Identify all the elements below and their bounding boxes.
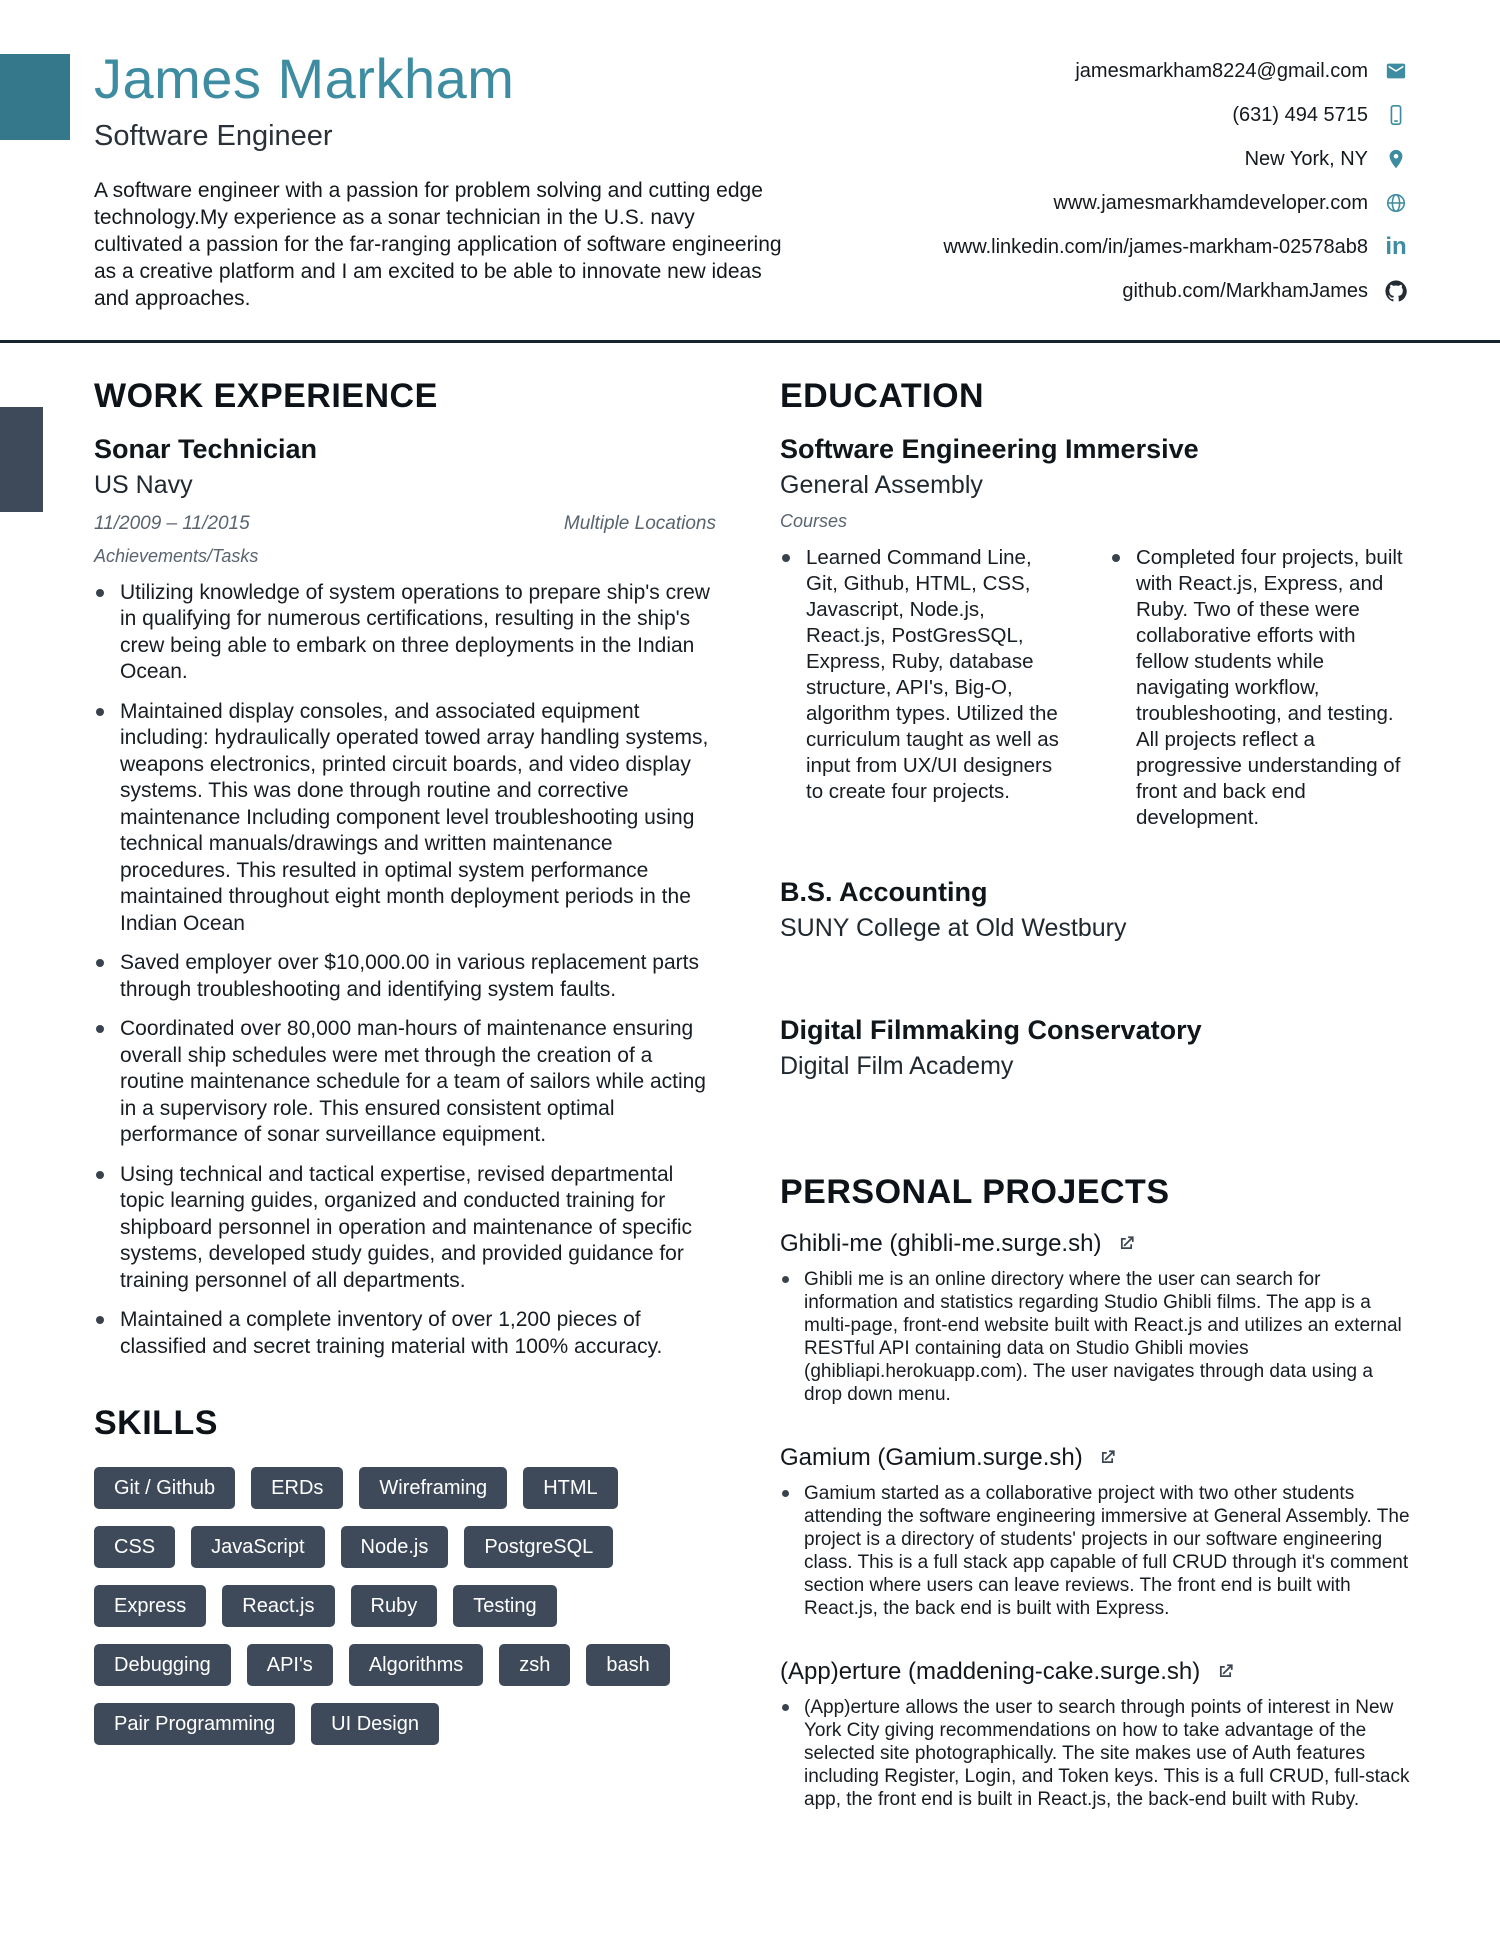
project-item: [780, 1444, 1410, 1620]
project-description-list: [780, 1696, 1410, 1811]
degree-title: Software Engineering Immersive: [780, 433, 1199, 464]
skills-row: [94, 1703, 716, 1745]
job-location: Multiple Locations: [563, 512, 716, 534]
work-experience-heading: WORK EXPERIENCE: [94, 376, 438, 415]
skill-pill: bash: [586, 1644, 669, 1686]
skill-pill: UI Design: [311, 1703, 439, 1745]
website-icon: [1382, 192, 1410, 214]
skill-pill: Pair Programming: [94, 1703, 295, 1745]
degree-title: Digital Filmmaking Conservatory: [780, 1014, 1202, 1045]
contact-email[interactable]: [943, 56, 1410, 86]
linkedin-icon: in: [1385, 233, 1407, 260]
project-description: (App)erture allows the user to search through points of interest in New York City giving recommendations on how to take advantage of the selected site photographically. The site makes use of Auth features including Register, Login, and Token keys. This is a full CRUD, full-stack app, the front end is built in React.js, the back-end built with Ruby.: [804, 1696, 1410, 1810]
header-identity: [94, 48, 794, 312]
project-link[interactable]: [780, 1658, 1410, 1686]
work-bullet: Maintained display consoles, and associated equipment including: hydraulically operated towed array handling systems, weapons electronics, printed circuit boards, and video display systems. This was done through routine and corrective maintenance Including component level troubleshooting using technical manuals/drawings and written maintenance procedures. This resulted in optimal system performance maintained throughout eight month deployment periods in the Indian Ocean: [120, 699, 716, 938]
skills-pill-grid: [94, 1467, 716, 1745]
external-link-icon: [1211, 1662, 1239, 1681]
left-column: [94, 377, 716, 1849]
contact-github[interactable]: [943, 276, 1410, 306]
work-entry: [94, 434, 716, 1361]
project-item: [780, 1230, 1410, 1406]
right-column: [780, 377, 1410, 1849]
project-description: Ghibli me is an online directory where the user can search for information and statistics regarding Studio Ghibli films. The app is a multi-page, front-end website built with React.js and utilizes an external RESTful API containing data on Studio Ghibli movies (ghibliapi.herokuapp.com). The user navigates through data using a drop down menu.: [804, 1268, 1410, 1406]
contact-website-text: www.jamesmarkhamdeveloper.com: [1053, 191, 1368, 214]
skill-pill: Algorithms: [349, 1644, 483, 1686]
company-name: US Navy: [94, 470, 193, 499]
left-accent-bar: [0, 407, 43, 512]
skill-pill: Git / Github: [94, 1467, 235, 1509]
skill-pill: CSS: [94, 1526, 175, 1568]
courses-bullet-list: [780, 545, 1065, 805]
project-title: Gamium (Gamium.surge.sh): [780, 1443, 1083, 1471]
external-link-icon: [1112, 1234, 1140, 1253]
education-entry-2: [780, 877, 1410, 943]
skill-pill: Testing: [453, 1585, 556, 1627]
external-link-icon: [1094, 1448, 1122, 1467]
contact-list: [943, 56, 1410, 312]
courses-column-1: [780, 545, 1065, 831]
work-bullet: Saved employer over $10,000.00 in various replacement parts through troubleshooting and identifying system faults.: [120, 950, 716, 1003]
school-name: SUNY College at Old Westbury: [780, 913, 1127, 942]
project-title: (App)erture (maddening-cake.surge.sh): [780, 1657, 1201, 1685]
job-meta-row: [94, 513, 716, 535]
skill-pill: zsh: [499, 1644, 570, 1686]
main-content: [0, 343, 1500, 1849]
email-icon: [1382, 60, 1410, 82]
skills-row: [94, 1585, 716, 1627]
contact-github-text: github.com/MarkhamJames: [1122, 279, 1368, 302]
person-name: James Markham: [94, 47, 515, 110]
courses-columns: [780, 545, 1410, 831]
contact-phone[interactable]: [943, 100, 1410, 130]
course-bullet: Completed four projects, built with React.js, Express, and Ruby. Two of these were collaborative efforts with fellow students while navigating workflow, troubleshooting, and testing. All projects reflect a progressive understanding of front and back end development.: [1136, 545, 1410, 831]
skill-pill: JavaScript: [191, 1526, 324, 1568]
contact-website[interactable]: [943, 188, 1410, 218]
accent-square: [0, 54, 70, 140]
skill-pill: Ruby: [351, 1585, 438, 1627]
project-description-list: [780, 1482, 1410, 1620]
education-entry-3: [780, 1015, 1410, 1081]
education-heading: EDUCATION: [780, 376, 985, 415]
work-bullet: Coordinated over 80,000 man-hours of maintenance ensuring overall ship schedules were met through the creation of a routine maintenance schedule for a team of sailors while acting in a supervisory role. This ensured consistent optimal performance of sonar surveillance equipment.: [120, 1016, 716, 1149]
project-description: Gamium started as a collaborative project with two other students attending the software engineering immersive at General Assembly. The project is a directory of students' projects in our software engineering class. This is a full stack app capable of full CRUD through it's comment section where users can leave reviews. The front end is built with React.js, the back end is built with Express.: [804, 1482, 1410, 1619]
summary-paragraph: A software engineer with a passion for problem solving and cutting edge technology.My experience as a sonar technician in the U.S. navy cultivated a passion for the far-ranging application of software engineering as a creative platform and I am excited to be able to innovate new ideas and approaches.: [94, 178, 782, 310]
skill-pill: Express: [94, 1585, 206, 1627]
skills-row: [94, 1644, 716, 1686]
skill-pill: API's: [247, 1644, 333, 1686]
course-bullet: Learned Command Line, Git, Github, HTML, CSS, Javascript, Node.js, React.js, PostGresSQL, Express, Ruby, database structure, API's, Big-O, algorithm types. Utilized the curriculum taught as well as input from UX/UI designers to create four projects.: [806, 545, 1065, 805]
courses-label: Courses: [780, 510, 848, 531]
personal-projects-section: [780, 1173, 1410, 1811]
skill-pill: Debugging: [94, 1644, 231, 1686]
contact-location-text: New York, NY: [1244, 147, 1368, 170]
skill-pill: HTML: [523, 1467, 617, 1509]
contact-email-text: jamesmarkham8224@gmail.com: [1075, 59, 1368, 82]
skills-row: [94, 1467, 716, 1509]
skill-pill: React.js: [222, 1585, 334, 1627]
header: [0, 0, 1500, 312]
project-link[interactable]: [780, 1444, 1410, 1472]
school-name: Digital Film Academy: [780, 1051, 1014, 1080]
work-bullet: Utilizing knowledge of system operations to prepare ship's crew in qualifying for numerous certifications, resulting in the ship's crew being able to embark on three deployments in the Indian Ocean.: [120, 580, 716, 686]
contact-linkedin[interactable]: [943, 232, 1410, 262]
skill-pill: Wireframing: [359, 1467, 507, 1509]
achievements-label: Achievements/Tasks: [94, 545, 259, 566]
project-title: Ghibli-me (ghibli-me.surge.sh): [780, 1229, 1102, 1257]
skills-heading: SKILLS: [94, 1404, 218, 1443]
contact-location: [943, 144, 1410, 174]
degree-title: B.S. Accounting: [780, 876, 988, 907]
location-icon: [1382, 148, 1410, 170]
work-bullet-list: [94, 580, 716, 1361]
person-job-title: Software Engineer: [94, 119, 333, 152]
job-date-range: 11/2009 – 11/2015: [94, 512, 250, 534]
skills-section: [94, 1404, 716, 1745]
work-bullet: Maintained a complete inventory of over 1,200 pieces of classified and secret training material with 100% accuracy.: [120, 1307, 716, 1360]
courses-bullet-list: [1110, 545, 1410, 831]
project-description-list: [780, 1268, 1410, 1406]
work-bullet: Using technical and tactical expertise, revised departmental topic learning guides, organized and conducted training for shipboard personnel in operation and maintenance of specific systems, developed study guides, and provided guidance for training personnel of all departments.: [120, 1162, 716, 1295]
courses-column-2: [1110, 545, 1410, 831]
personal-projects-heading: PERSONAL PROJECTS: [780, 1172, 1170, 1211]
education-entry-1: [780, 434, 1410, 831]
school-name: General Assembly: [780, 470, 983, 499]
job-title: Sonar Technician: [94, 433, 318, 464]
project-link[interactable]: [780, 1230, 1410, 1258]
skill-pill: PostgreSQL: [464, 1526, 613, 1568]
skill-pill: ERDs: [251, 1467, 343, 1509]
contact-linkedin-text: www.linkedin.com/in/james-markham-02578ab8: [943, 235, 1368, 258]
skills-row: [94, 1526, 716, 1568]
skill-pill: Node.js: [341, 1526, 449, 1568]
phone-icon: [1382, 104, 1410, 126]
project-item: [780, 1658, 1410, 1811]
github-icon: [1382, 280, 1410, 302]
contact-phone-text: (631) 494 5715: [1232, 103, 1368, 126]
